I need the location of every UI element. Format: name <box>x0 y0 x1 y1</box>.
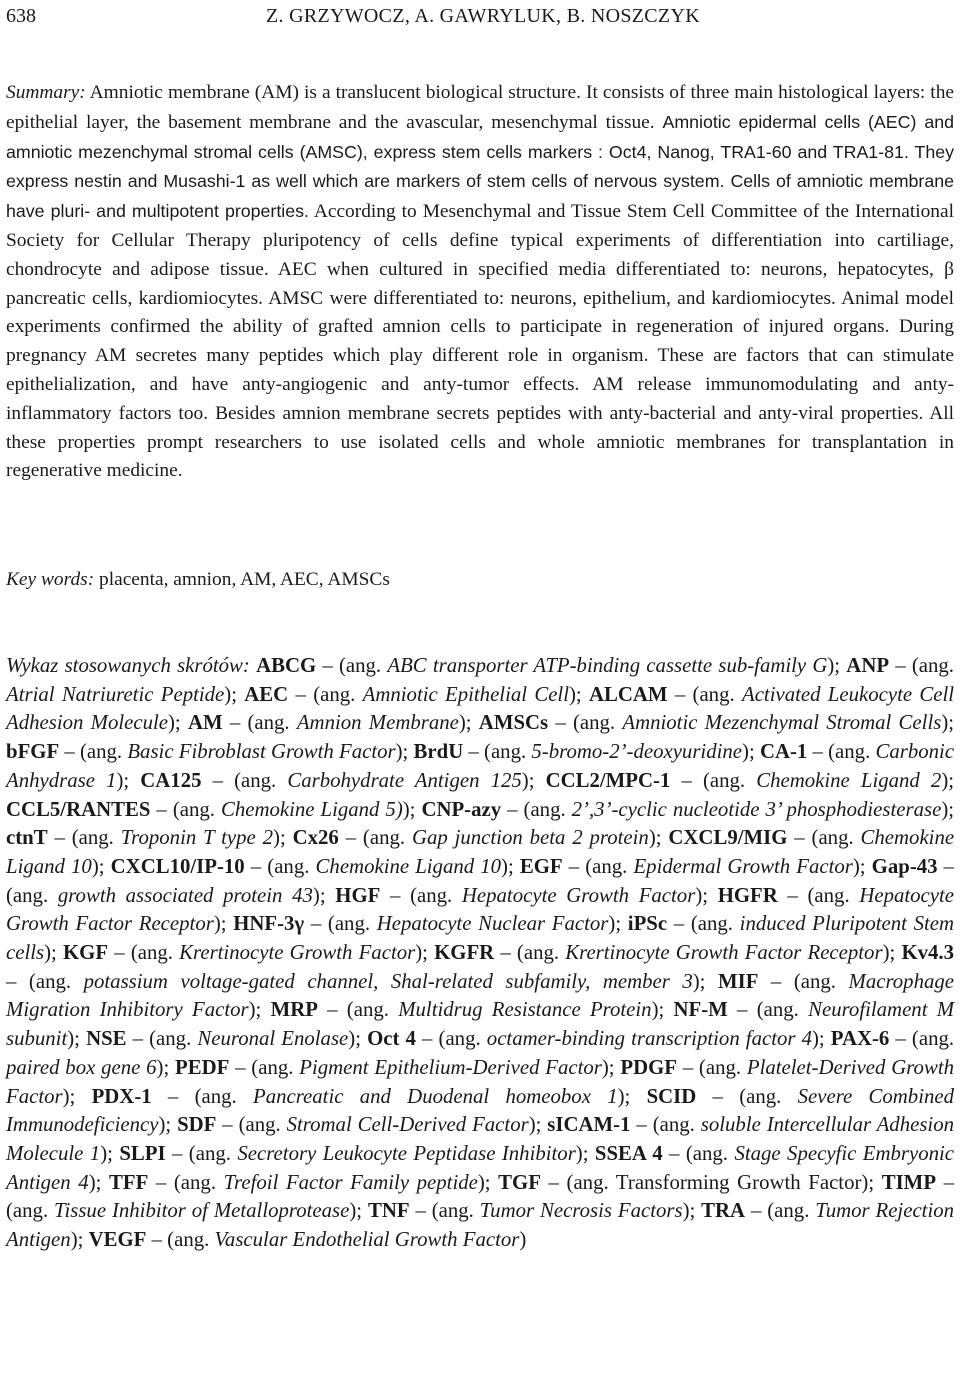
abbreviation-ang: (ang. <box>172 797 215 821</box>
abbreviation-ang: (ang. <box>71 826 114 850</box>
abbreviation-term: Oct 4 <box>367 1027 416 1051</box>
abbreviation-term: TNF <box>367 1199 410 1223</box>
abbreviation-term: PAX-6 <box>830 1027 890 1051</box>
abbreviation-term: AEC <box>244 682 289 706</box>
abbreviation-expansion: Krertinocyte Growth Factor <box>179 941 416 965</box>
abbreviation-expansion: Activated Leukocyte Cell Adhesion Molecule <box>6 682 955 735</box>
abbreviation-ang: (ang. <box>79 740 123 764</box>
abbreviation-expansion: 5-bromo-2’-deoxyuridine <box>531 740 743 764</box>
summary-text-3: According to Mesenchymal and Tissue Stem Cell Committee of the International Society for Cellular Therapy pluripotency of cells define typical experiments of differentiation into cartiliage, chondrocyte and adipose tissue. AEC when cultured in specified media differentiated to: neurons, hepatocytes, β pancreatic cells, kardiomiocytes. AMSC were differentiated to: neurons, epithelium, and kardiomiocytes. Animal model experiments confirmed the ability of grafted amnion cells to participate in regeneration of injured organs. During pregnancy AM secretes many peptides which play different role in organism. These are factors that can stimulate epithelialization, and have anty-angiogenic and anty-tumor effects. AM release immunomodulating and anty-inflammatory factors too. Besides amnion membrane secrets peptides with anty-bacterial and anty-viral properties. All these properties prompt researchers to use isolated cells and whole amniotic membranes for transplantation in regenerative medicine. <box>6 201 954 482</box>
abbreviation-term: PDX-1 <box>91 1084 152 1108</box>
abbreviation-expansion: Krertinocyte Growth Factor Receptor <box>565 941 883 965</box>
abbreviation-expansion: Amniotic Mezenchymal Stromal Cells <box>622 711 942 735</box>
header-authors: Z. GRZYWOCZ, A. GAWRYLUK, B. NOSZCZYK <box>266 5 700 27</box>
abbreviation-ang: (ang. <box>807 883 850 907</box>
abbreviation-ang: (ang. <box>28 969 72 993</box>
abbreviation-term: CCL5/RANTES <box>6 797 151 821</box>
abbreviation-expansion: Amnion Membrane <box>296 711 459 735</box>
abbreviation-term: ALCAM <box>588 682 668 706</box>
abbreviation-expansion: paired box gene 6 <box>6 1055 157 1079</box>
keywords-line <box>6 566 954 594</box>
abbreviation-ang: (ang. <box>793 969 836 993</box>
abbreviation-expansion: Tumor Necrosis Factors <box>479 1199 683 1223</box>
abbreviation-term: NF-M <box>673 998 728 1022</box>
abbreviation-term: ctnT <box>6 826 48 850</box>
abbreviation-term: TRA <box>701 1199 746 1223</box>
abbreviation-ang: (ang. <box>911 654 955 677</box>
abbreviation-ang: (ang. <box>652 1113 695 1137</box>
abbreviation-expansion: Pigment Epithelium-Derived Factor <box>299 1055 602 1079</box>
abbreviation-term: TGF <box>498 1170 541 1194</box>
abbreviation-expansion: Hepatocyte Nuclear Factor <box>376 912 609 936</box>
abbreviation-term: KGFR <box>434 941 495 965</box>
abbreviation-ang: (ang. <box>247 711 290 735</box>
abbreviation-ang: (ang. <box>585 854 628 878</box>
abbreviation-term: Kv4.3 <box>901 941 955 965</box>
summary-text-2: Amniotic epidermal cells (AEC) and amniotic mezenchymal stromal cells (AMSC), express stem cells markers : Oct4, Nanog, TRA1-60 and TRA1-81. They express nestin and Musashi-1 as well which are markers of stem cells of nervous system. Cells of amniotic membrane have pluri- and multipotent properties. <box>6 111 954 222</box>
abbreviation-expansion: Troponin T type 2 <box>120 826 274 850</box>
abbreviation-expansion: Amniotic Epithelial Cell <box>362 682 569 706</box>
abbreviation-term: KGF <box>63 941 109 965</box>
abbreviation-ang: (ang. <box>267 854 310 878</box>
abbreviation-ang: (ang. <box>698 1055 742 1079</box>
abbreviation-ang: (ang. <box>188 1141 231 1165</box>
abbreviation-ang: (ang. <box>6 883 49 907</box>
abbreviation-expansion: Transforming Growth Factor <box>615 1170 862 1194</box>
abbreviation-expansion: Stage Specyfic Embryonic Antigen 4 <box>6 1141 955 1194</box>
abbreviation-expansion: Chemokine Ligand 10 <box>315 854 502 878</box>
abbreviation-ang: (ang. <box>194 1084 237 1108</box>
abbreviation-ang: (ang. <box>251 1055 294 1079</box>
abbreviation-term: ANP <box>846 654 890 677</box>
abbreviation-expansion: Pancreatic and Duodenal homeobox 1 <box>253 1084 618 1108</box>
abbreviation-ang: (ang. <box>739 1084 782 1108</box>
abbreviation-term: NSE <box>86 1027 127 1051</box>
abbreviation-term: Cx26 <box>292 826 339 850</box>
abbreviation-expansion: octamer-binding transcription factor 4 <box>486 1027 812 1051</box>
abbreviation-term: CNP-azy <box>421 797 502 821</box>
summary-lead: Summary: <box>6 82 86 103</box>
abbreviation-term: TIMP <box>881 1170 937 1194</box>
abbreviation-ang: (ang. <box>690 912 733 936</box>
abbreviation-expansion: Carbonic Anhydrase 1 <box>6 740 955 792</box>
abbreviation-expansion: induced Pluripotent Stem cells <box>6 912 955 965</box>
abbreviation-expansion: Macrophage Migration Inhibitory Factor <box>6 969 954 1022</box>
abbreviation-term: MIF <box>717 969 759 993</box>
abbreviation-ang: (ang. <box>173 1170 217 1194</box>
abbreviation-ang: (ang. <box>327 912 371 936</box>
abbreviation-expansion: Chemokine Ligand 10 <box>6 826 955 878</box>
abbreviations-lead: Wykaz stosowanych skrótów: <box>6 654 250 677</box>
abbreviation-term: iPSc <box>627 912 668 936</box>
summary-text-1: Amniotic membrane (AM) is a translucent biological structure. It consists of three main histological layers: the epithelial layer, the basement membrane and the avascular, mesenchymal tissue. <box>6 82 954 133</box>
abbreviation-term: CXCL9/MIG <box>668 826 788 850</box>
abbreviation-ang: (ang. <box>167 1228 210 1252</box>
abbreviation-term: SDF <box>177 1113 217 1137</box>
summary-paragraph <box>6 79 954 486</box>
abbreviation-expansion: Neurofilament M subunit <box>6 998 955 1051</box>
abbreviation-expansion: Severe Combined Immunodeficiency <box>6 1084 955 1137</box>
abbreviations-list: Wykaz stosowanych skrótów: ABCG – (ang. ABC transporter ATP-binding cassette sub-family G); ANP – (ang. Atrial Natriuretic Peptide); AEC – (ang. Amniotic Epithelial Cell); ALCAM – (ang. Activated Leukocyte Cell Adhesion Molecule); AM – (ang. Amnion Membrane); AMSCs – (ang. Amniotic Mezenchymal Stromal Cells); bFGF – (ang. Basic Fibroblast Growth Factor); BrdU – (ang. 5-bromo-2’-deoxyuridine); CA-1 – (ang. Carbonic Anhydrase 1); CA125 – (ang. Carbohydrate Antigen 125); CCL2/MPC-1 – (ang. Chemokine Ligand 2); CCL5/RANTES – (ang. Chemokine Ligand 5)); CNP-azy – (ang. 2’,3’-cyclic nucleotide 3’ phosphodiesterase); ctnT – (ang. Troponin T type 2); Cx26 – (ang. Gap junction beta 2 protein); CXCL9/MIG – (ang. Chemokine Ligand 10); CXCL10/IP-10 – (ang. Chemokine Ligand 10); EGF – (ang. Epidermal Growth Factor); Gap-43 – (ang. growth associated protein 43); HGF – (ang. Hepatocyte Growth Factor); HGFR – (ang. Hepatocyte Growth Factor Receptor); HNF-3γ – (ang. Hepatocyte Nuclear Factor); iPSc – (ang. induced Pluripotent Stem cells); KGF – (ang. Krertinocyte Growth Factor); KGFR – (ang. Krertinocyte Growth Factor Receptor); Kv4.3 – (ang. potassium voltage-gated channel, Shal-related subfamily, member 3); MIF – (ang. Macrophage Migration Inhibitory Factor); MRP – (ang. Multidrug Resistance Protein); NF-M – (ang. Neurofilament M subunit); NSE – (ang. Neuronal Enolase); Oct 4 – (ang. octamer-binding transcription factor 4); PAX-6 – (ang. paired box gene 6); PEDF – (ang. Pigment Epithelium-Derived Factor); PDGF – (ang. Platelet-Derived Growth Factor); PDX-1 – (ang. Pancreatic and Duodenal homeobox 1); SCID – (ang. Severe Combined Immunodeficiency); SDF – (ang. Stromal Cell-Derived Factor); sICAM-1 – (ang. soluble Intercellular Adhesion Molecule 1); SLPI – (ang. Secretory Leukocyte Peptidase Inhibitor); SSEA 4 – (ang. Stage Specyfic Embryonic Antigen 4); TFF – (ang. Trefoil Factor Family peptide); TGF – (ang. Transforming Growth Factor); TIMP – (ang. Tissue Inhibitor of Metalloprotease); TNF – (ang. Tumor Necrosis Factors); TRA – (ang. Tumor Rejection Antigen); VEGF – (ang. Vascular Endothelial Growth Factor) <box>6 654 955 1252</box>
abbreviation-expansion: Carbohydrate Antigen 125 <box>287 768 522 792</box>
abbreviation-ang: (ang. <box>431 1199 474 1223</box>
abbreviation-expansion: Multidrug Resistance Protein <box>398 998 652 1022</box>
abbreviation-expansion: Platelet-Derived Growth Factor <box>6 1055 955 1108</box>
abbreviation-term: HGFR <box>717 883 778 907</box>
abbreviation-ang: (ang. <box>410 883 453 907</box>
abbreviation-ang: (ang. <box>692 682 735 706</box>
abbreviation-ang: (ang. <box>238 1113 281 1137</box>
abbreviation-expansion: Chemokine Ligand 2 <box>756 768 942 792</box>
abbreviation-ang: (ang. <box>338 654 382 677</box>
abbreviation-term: VEGF <box>88 1228 147 1252</box>
abbreviation-term: TFF <box>109 1170 149 1194</box>
abbreviation-ang: (ang. <box>6 1199 49 1223</box>
abbreviation-term: HGF <box>335 883 381 907</box>
abbreviation-term: CA125 <box>140 768 202 792</box>
abbreviation-ang: (ang. <box>234 768 277 792</box>
abbreviation-term: SSEA 4 <box>594 1141 663 1165</box>
abbreviation-expansion: ABC transporter ATP-binding cassette sub-family G <box>387 654 828 677</box>
abbreviation-ang: (ang. <box>566 1170 609 1194</box>
abbreviation-term: CA-1 <box>759 740 808 764</box>
abbreviation-expansion: growth associated protein 43 <box>57 883 313 907</box>
abbreviation-expansion: Neuronal Enolase <box>197 1027 349 1051</box>
abbreviation-term: MRP <box>270 998 318 1022</box>
keywords-lead: Key words: <box>6 569 95 590</box>
abbreviation-ang: (ang. <box>572 711 616 735</box>
abbreviation-ang: (ang. <box>362 826 406 850</box>
abbreviation-term: Gap-43 <box>871 854 938 878</box>
abbreviation-term: EGF <box>519 854 563 878</box>
abbreviation-expansion: Tumor Rejection Antigen <box>6 1199 955 1252</box>
abbreviation-term: sICAM-1 <box>547 1113 631 1137</box>
keywords-text: placenta, amnion, AM, AEC, AMSCs <box>94 569 390 590</box>
abbreviation-expansion: Tissue Inhibitor of Metalloprotease <box>54 1199 350 1223</box>
abbreviation-ang: (ang. <box>811 826 854 850</box>
page-number: 638 <box>6 5 36 27</box>
abbreviation-expansion: Stromal Cell-Derived Factor <box>286 1113 529 1137</box>
abbreviation-expansion: Hepatocyte Growth Factor <box>461 883 696 907</box>
abbreviation-ang: (ang. <box>911 1027 955 1051</box>
abbreviation-term: HNF-3γ <box>233 912 305 936</box>
abbreviation-expansion: Trefoil Factor Family peptide <box>223 1170 478 1194</box>
abbreviation-ang: (ang. <box>523 797 566 821</box>
abbreviation-ang: (ang. <box>346 998 389 1022</box>
abbreviation-ang: (ang. <box>756 998 799 1022</box>
abbreviation-ang: (ang. <box>438 1027 481 1051</box>
abbreviation-ang: (ang. <box>702 768 746 792</box>
abbreviation-term: PEDF <box>175 1055 230 1079</box>
abbreviation-term: SCID <box>646 1084 697 1108</box>
abbreviation-ang: (ang. <box>313 682 356 706</box>
abbreviation-expansion: Vascular Endothelial Growth Factor <box>214 1228 520 1252</box>
abbreviation-ang: (ang. <box>516 941 560 965</box>
abbreviation-expansion: Secretory Leukocyte Peptidase Inhibitor <box>237 1141 576 1165</box>
abbreviation-ang: (ang. <box>767 1199 810 1223</box>
abbreviation-expansion: Chemokine Ligand 5) <box>220 797 403 821</box>
abbreviation-term: CCL2/MPC-1 <box>545 768 671 792</box>
abbreviation-expansion: Epidermal Growth Factor <box>633 854 853 878</box>
abbreviation-term: BrdU <box>413 740 464 764</box>
abbreviation-term: CXCL10/IP-10 <box>110 854 245 878</box>
abbreviation-ang: (ang. <box>828 740 871 764</box>
abbreviation-term: bFGF <box>6 740 60 764</box>
abbreviation-ang: (ang. <box>149 1027 192 1051</box>
abbreviation-expansion: soluble Intercellular Adhesion Molecule 1 <box>6 1113 954 1165</box>
abbreviation-term: ABCG <box>256 654 317 677</box>
abbreviation-expansion: Hepatocyte Growth Factor Receptor <box>6 883 955 936</box>
abbreviation-term: AM <box>187 711 223 735</box>
abbreviation-term: PDGF <box>620 1055 677 1079</box>
abbreviation-expansion: Basic Fibroblast Growth Factor <box>127 740 396 764</box>
abbreviation-expansion: Gap junction beta 2 protein <box>411 826 649 850</box>
abbreviation-expansion: 2’,3’-cyclic nucleotide 3’ phosphodiesterase <box>571 797 942 821</box>
abbreviation-term: AMSCs <box>478 711 549 735</box>
abbreviation-expansion: potassium voltage-gated channel, Shal-related subfamily, member 3 <box>83 969 693 993</box>
abbreviation-ang: (ang. <box>484 740 527 764</box>
running-header <box>6 1 954 31</box>
abbreviation-expansion: Atrial Natriuretic Peptide <box>6 682 225 706</box>
abbreviation-ang: (ang. <box>130 941 173 965</box>
abbreviation-ang: (ang. <box>685 1141 729 1165</box>
abbreviation-term: SLPI <box>119 1141 166 1165</box>
